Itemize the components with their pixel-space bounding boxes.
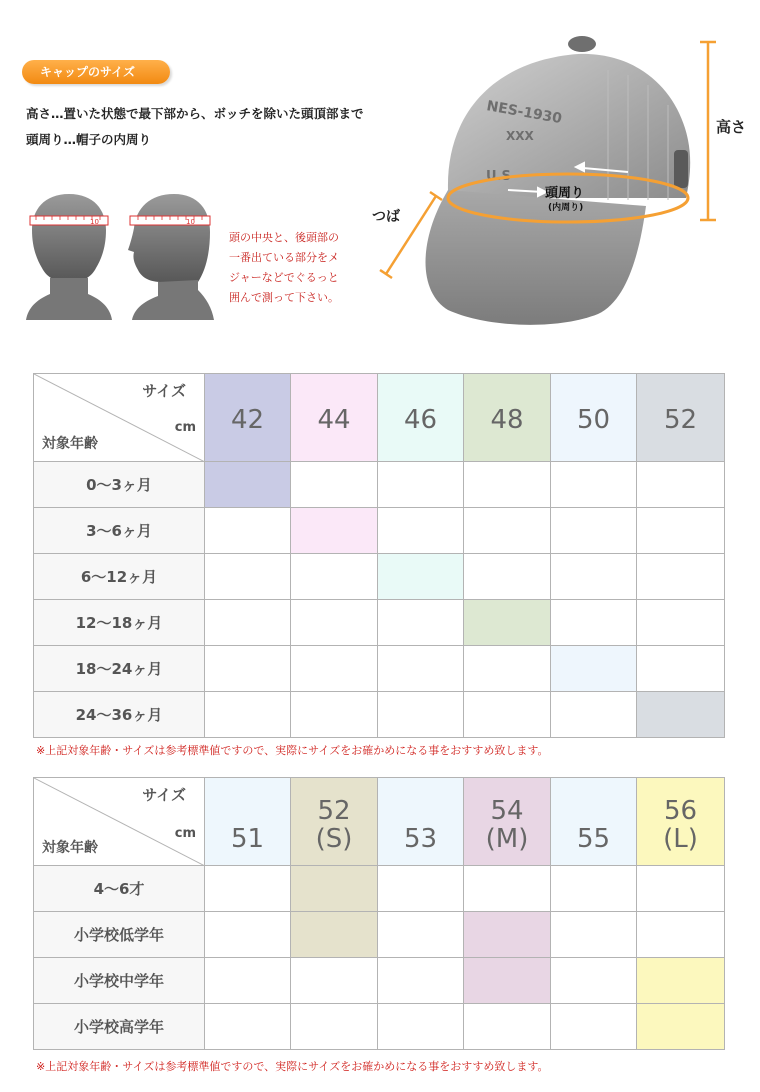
size-cell [205, 912, 291, 958]
age-label: 4〜6才 [34, 866, 205, 912]
size-header-cell [551, 778, 637, 866]
size-value: (L) [663, 824, 698, 854]
size-cell [291, 692, 378, 738]
size-header-cell [378, 778, 464, 866]
size-match-cell [464, 912, 551, 958]
size-match-cell [637, 692, 725, 738]
age-row [34, 912, 725, 958]
age-label: 12〜18ヶ月 [34, 600, 205, 646]
cap-print-text: NES-1930 [485, 98, 564, 128]
size-cell [551, 912, 637, 958]
head-front-illustration [26, 190, 112, 320]
age-label: 小学校高学年 [34, 1004, 205, 1050]
size-match-cell [464, 958, 551, 1004]
size-cell [378, 1004, 464, 1050]
size-value: 52 [317, 796, 351, 826]
size-cell [378, 692, 464, 738]
age-row [34, 866, 725, 912]
size-header-cell [291, 778, 378, 866]
age-label: 6〜12ヶ月 [34, 554, 205, 600]
size-match-cell [291, 866, 378, 912]
age-row [34, 462, 725, 508]
size-match-cell [551, 646, 637, 692]
size-cell [464, 462, 551, 508]
size-cell [637, 866, 725, 912]
size-header-cell [464, 778, 551, 866]
size-value: 52 [663, 404, 698, 435]
size-value: 48 [490, 404, 524, 435]
size-header-cell [205, 778, 291, 866]
size-cell [637, 646, 725, 692]
size-header-cell [464, 374, 551, 462]
measure-instruction [229, 228, 359, 308]
size-cell [205, 866, 291, 912]
head-circumference-sublabel: (内周り) [548, 203, 584, 213]
age-row [34, 508, 725, 554]
size-header-cell [551, 374, 637, 462]
size-cell [378, 600, 464, 646]
head-side-illustration [128, 190, 214, 320]
size-value: 44 [317, 404, 351, 435]
size-cell [205, 554, 291, 600]
size-value: 53 [403, 824, 438, 854]
age-label: 0〜3ヶ月 [34, 462, 205, 508]
size-value: (S) [315, 824, 353, 854]
size-value: 54 [490, 796, 524, 826]
size-header-cell [637, 374, 725, 462]
size-match-cell [637, 1004, 725, 1050]
age-row [34, 958, 725, 1004]
age-label: 小学校低学年 [34, 912, 205, 958]
instruction-line: 頭の中央と、後頭部の [229, 231, 339, 244]
size-cell [378, 462, 464, 508]
size-cell [464, 1004, 551, 1050]
size-value: (M) [485, 824, 529, 854]
size-match-cell [378, 554, 464, 600]
size-cell [205, 600, 291, 646]
table-corner-header [34, 374, 205, 462]
size-match-cell [464, 600, 551, 646]
size-header-cell [205, 374, 291, 462]
tape-mark-side: 10 [186, 218, 195, 226]
size-cell [464, 692, 551, 738]
corner-unit-label: cm [174, 826, 196, 841]
size-cell [637, 508, 725, 554]
baby-size-table [33, 373, 725, 738]
size-cell [551, 958, 637, 1004]
size-value: 50 [576, 404, 611, 435]
table-corner-header [34, 778, 205, 866]
size-cell [291, 646, 378, 692]
size-cell [291, 600, 378, 646]
corner-unit-label: cm [174, 420, 196, 435]
corner-age-label: 対象年齢 [42, 840, 98, 856]
section-badge: キャップのサイズ [22, 60, 170, 84]
size-cell [378, 508, 464, 554]
size-cell [291, 462, 378, 508]
size-cell [551, 692, 637, 738]
size-value: 56 [663, 796, 698, 826]
cap-print-text: U.S [486, 169, 511, 184]
size-cell [378, 866, 464, 912]
size-cell [205, 646, 291, 692]
size-cell [378, 912, 464, 958]
size-header-cell [291, 374, 378, 462]
size-cell [464, 508, 551, 554]
age-label: 24〜36ヶ月 [34, 692, 205, 738]
instruction-line: 囲んで測って下さい。 [229, 291, 339, 304]
size-disclaimer-note: ※上記対象年齢・サイズは参考標準値ですので、実際にサイズをお確かめになる事をおすすめ致します。 [36, 1060, 549, 1073]
kids-size-table [33, 777, 725, 1050]
size-cell [637, 600, 725, 646]
size-match-cell [637, 958, 725, 1004]
size-cell [637, 912, 725, 958]
size-cell [551, 554, 637, 600]
corner-size-label: サイズ [142, 786, 186, 804]
size-cell [205, 508, 291, 554]
brim-label: つば [372, 209, 400, 225]
size-cell [551, 866, 637, 912]
head-circumference-label: 頭周り [545, 186, 585, 201]
size-cell [637, 554, 725, 600]
size-header-row [34, 778, 725, 866]
size-cell [637, 462, 725, 508]
size-cell [378, 958, 464, 1004]
size-cell [464, 646, 551, 692]
instruction-line: 一番出ている部分をメ [229, 251, 339, 264]
age-row [34, 554, 725, 600]
size-match-cell [291, 508, 378, 554]
age-row [34, 646, 725, 692]
size-cell [551, 600, 637, 646]
size-cell [291, 554, 378, 600]
size-match-cell [291, 912, 378, 958]
size-value: 51 [230, 824, 265, 854]
size-value: 42 [230, 404, 265, 435]
circumference-definition: 頭周り…帽子の内周り [26, 132, 152, 147]
size-cell [205, 1004, 291, 1050]
age-label: 小学校中学年 [34, 958, 205, 1004]
height-definition: 高さ…置いた状態で最下部から、ボッチを除いた頭頂部まで [26, 106, 364, 121]
size-cell [464, 866, 551, 912]
corner-age-label: 対象年齢 [42, 436, 98, 452]
size-cell [205, 692, 291, 738]
size-cell [378, 646, 464, 692]
size-header-cell [637, 778, 725, 866]
size-cell [551, 508, 637, 554]
size-match-cell [205, 462, 291, 508]
age-row [34, 1004, 725, 1050]
age-row [34, 692, 725, 738]
size-cell [291, 958, 378, 1004]
size-cell [291, 1004, 378, 1050]
size-cell [205, 958, 291, 1004]
cap-print-text: XXX [506, 129, 534, 143]
size-disclaimer-note: ※上記対象年齢・サイズは参考標準値ですので、実際にサイズをお確かめになる事をおすすめ致します。 [36, 744, 549, 757]
size-header-cell [378, 374, 464, 462]
size-value: 55 [576, 824, 611, 854]
size-cell [464, 554, 551, 600]
corner-size-label: サイズ [142, 382, 186, 400]
instruction-line: ジャーなどでぐるっと [229, 271, 339, 284]
age-row [34, 600, 725, 646]
size-header-row [34, 374, 725, 462]
height-label: 高さ [716, 118, 747, 136]
size-cell [551, 462, 637, 508]
tape-mark-front: 10 [90, 218, 99, 226]
size-value: 46 [403, 404, 438, 435]
age-label: 18〜24ヶ月 [34, 646, 205, 692]
size-cell [551, 1004, 637, 1050]
age-label: 3〜6ヶ月 [34, 508, 205, 554]
